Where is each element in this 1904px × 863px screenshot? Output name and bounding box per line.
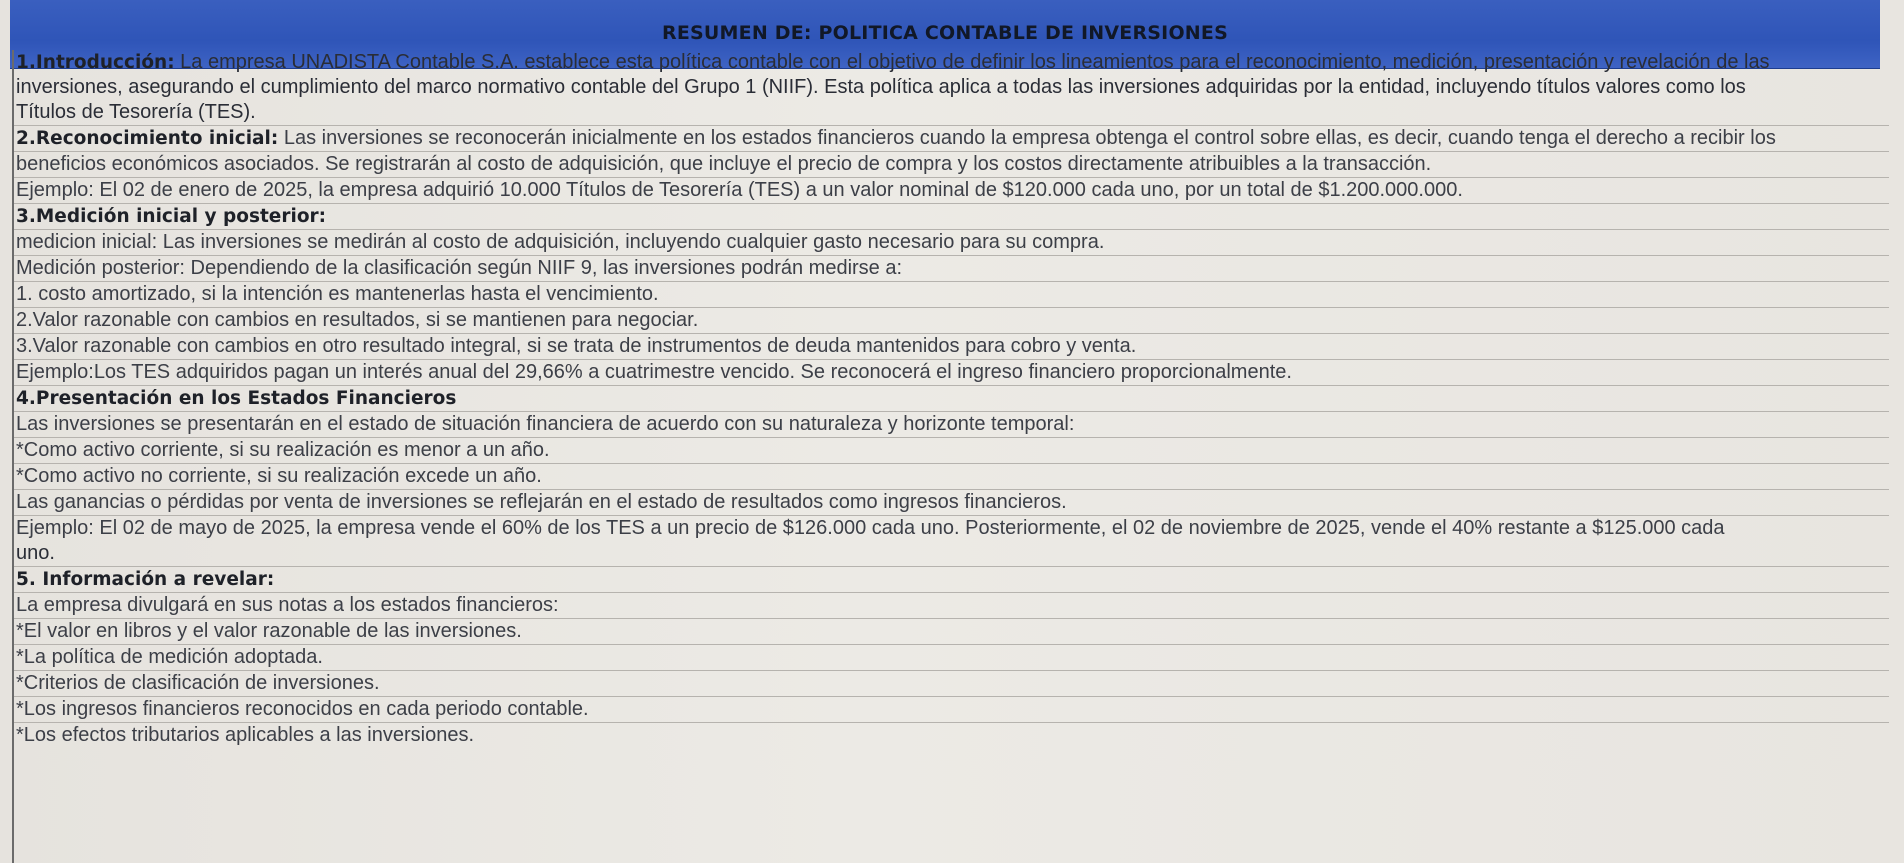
section-1-text: La empresa UNADISTA Contable S.A. establece esta política contable con el objetivo de definir los lineamientos para el reconocimiento, medición, presentación y revelación de las [174, 51, 1770, 73]
section-3-line-1: medicion inicial: Las inversiones se medirán al costo de adquisición, incluyendo cualquier gasto necesario para su compra. [14, 229, 1889, 255]
section-1-heading: 1.Introducción: [16, 52, 175, 73]
section-4-line-3: *Como activo no corriente, si su realización excede un año. [14, 463, 1889, 489]
section-5-line-6: *Los efectos tributarios aplicables a las inversiones. [14, 722, 1889, 748]
document-body [14, 50, 1889, 748]
section-4-heading: 4.Presentación en los Estados Financieros [16, 388, 457, 409]
section-2-example: Ejemplo: El 02 de enero de 2025, la empresa adquirió 10.000 Títulos de Tesorería (TES) a un valor nominal de $120.000 cada uno, por un total de $1.200.000.000. [14, 177, 1889, 203]
section-1-line-1 [14, 50, 1889, 75]
section-3-heading: 3.Medición inicial y posterior: [16, 206, 327, 227]
section-4-example-line-2: uno. [16, 542, 55, 564]
section-5-line-2: *El valor en libros y el valor razonable de las inversiones. [14, 618, 1889, 644]
section-4-line-1: Las inversiones se presentarán en el estado de situación financiera de acuerdo con su naturaleza y horizonte temporal: [14, 411, 1889, 437]
section-5-line-1: La empresa divulgará en sus notas a los estados financieros: [14, 592, 1889, 618]
section-3-example: Ejemplo:Los TES adquiridos pagan un interés anual del 29,66% a cuatrimestre vencido. Se reconocerá el ingreso financiero proporcionalmente. [14, 359, 1889, 385]
section-1-line-3: Títulos de Tesorería (TES). [16, 101, 256, 123]
section-3-line-2: Medición posterior: Dependiendo de la clasificación según NIIF 9, las inversiones podrán medirse a: [14, 255, 1889, 281]
section-2-text: Las inversiones se reconocerán inicialmente en los estados financieros cuando la empresa obtenga el control sobre ellas, es decir, cuando tenga el derecho a recibir los [278, 127, 1776, 149]
section-2-heading: 2.Reconocimiento inicial: [16, 128, 279, 149]
section-2-line-2: beneficios económicos asociados. Se registrarán al costo de adquisición, que incluye el precio de compra y los costos directamente atribuibles a la transacción. [14, 151, 1889, 177]
section-5-line-3: *La política de medición adoptada. [14, 644, 1889, 670]
section-3-line-4: 2.Valor razonable con cambios en resultados, si se mantienen para negociar. [14, 307, 1889, 333]
section-4-line-2: *Como activo corriente, si su realización es menor a un año. [14, 437, 1889, 463]
section-4-example-line-1: Ejemplo: El 02 de mayo de 2025, la empresa vende el 60% de los TES a un precio de $126.000 cada uno. Posteriormente, el 02 de noviembre de 2025, vende el 40% restante a $125.000 cada [14, 515, 1889, 541]
section-5-heading-row [14, 566, 1889, 592]
section-2-line-1 [14, 125, 1889, 151]
section-3-line-3: 1. costo amortizado, si la intención es mantenerlas hasta el vencimiento. [14, 281, 1889, 307]
section-5-line-5: *Los ingresos financieros reconocidos en cada periodo contable. [14, 696, 1889, 722]
section-4-heading-row [14, 385, 1889, 411]
section-4-line-4: Las ganancias o pérdidas por venta de inversiones se reflejarán en el estado de resultados como ingresos financieros. [14, 489, 1889, 515]
section-5-line-4: *Criterios de clasificación de inversiones. [14, 670, 1889, 696]
section-3-line-5: 3.Valor razonable con cambios en otro resultado integral, si se trata de instrumentos de deuda mantenidos para cobro y venta. [14, 333, 1889, 359]
section-5-heading: 5. Información a revelar: [16, 569, 275, 590]
section-3-heading-row [14, 203, 1889, 229]
section-1-line-2: inversiones, asegurando el cumplimiento del marco normativo contable del Grupo 1 (NIIF). Esta política aplica a todas las inversiones adquiridas por la entidad, incluyendo títulos valores como los [16, 76, 1746, 98]
document-title: RESUMEN DE: POLITICA CONTABLE DE INVERSIONES [662, 22, 1228, 44]
